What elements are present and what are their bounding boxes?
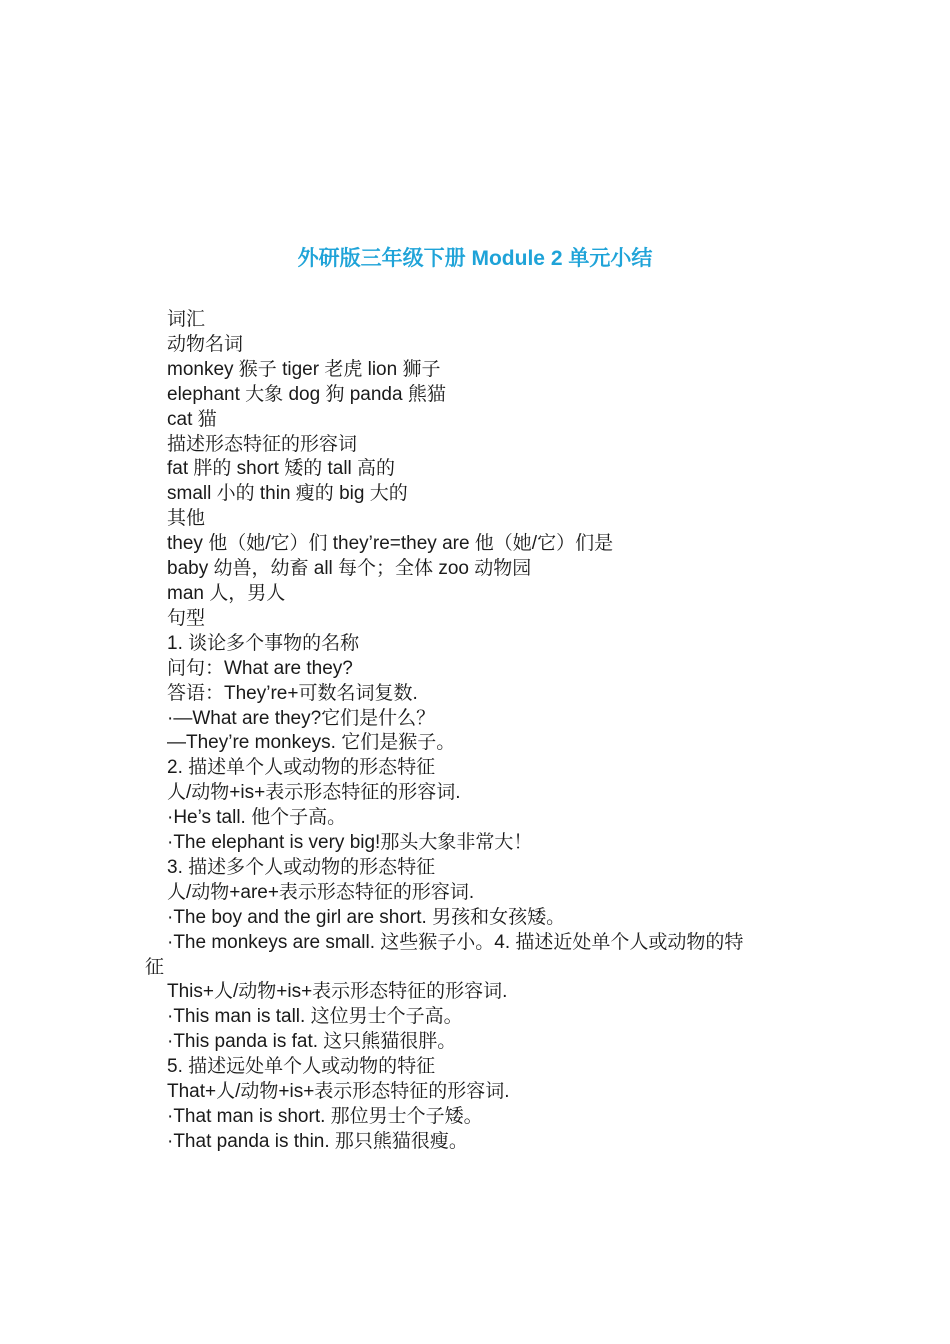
example-line: ·That panda is thin. 那只熊猫很瘦。 — [167, 1130, 468, 1152]
example-line: ·The boy and the girl are short. 男孩和女孩矮。 — [167, 906, 566, 928]
vocab-line: fat 胖的 short 矮的 tall 高的 — [167, 458, 396, 480]
example-line: ·This panda is fat. 这只熊猫很胖。 — [167, 1031, 457, 1053]
pattern-line: 人/动物+is+表示形态特征的形容词. — [167, 782, 461, 804]
subheading-adjectives: 描述形态特征的形容词 — [167, 433, 358, 455]
document-title: 外研版三年级下册 Module 2 单元小结 — [297, 247, 653, 270]
subheading-others: 其他 — [167, 508, 206, 530]
pattern-heading: 3. 描述多个人或动物的形态特征 — [167, 856, 436, 878]
pattern-line: 答语：They’re+可数名词复数. — [167, 682, 418, 704]
pattern-line: This+人/动物+is+表示形态特征的形容词. — [167, 981, 508, 1003]
example-line-wrapped-continuation: 征 — [145, 956, 165, 978]
subheading-animal-nouns: 动物名词 — [167, 333, 244, 355]
example-line: ·He’s tall. 他个子高。 — [167, 807, 347, 829]
pattern-heading: 1. 谈论多个事物的名称 — [167, 632, 360, 654]
example-line-wrapped: ·The monkeys are small. 这些猴子小。4. 描述近处单个人或动物的特 — [167, 931, 744, 953]
vocab-line: man 人，男人 — [167, 582, 286, 604]
pattern-line: 问句：What are they? — [167, 657, 353, 679]
example-line: ·That man is short. 那位男士个子矮。 — [167, 1106, 483, 1127]
pattern-heading: 2. 描述单个人或动物的形态特征 — [167, 757, 436, 779]
section-heading-sentence-patterns: 句型 — [167, 607, 206, 629]
vocab-line: monkey 猴子 tiger 老虎 lion 狮子 — [167, 358, 441, 380]
vocab-line: they 他（她/它）们 they’re=they are 他（她/它）们是 — [167, 533, 614, 555]
pattern-heading: 5. 描述远处单个人或动物的特征 — [167, 1056, 436, 1078]
example-line: ·This man is tall. 这位男士个子高。 — [167, 1006, 463, 1028]
vocab-line: small 小的 thin 瘦的 big 大的 — [167, 483, 408, 505]
document-body — [145, 308, 825, 1155]
example-line: ·The elephant is very big!那头大象非常大！ — [167, 832, 533, 854]
vocab-line: cat 猫 — [167, 408, 217, 430]
vocab-line: elephant 大象 dog 狗 panda 熊猫 — [167, 383, 446, 405]
example-line: —They’re monkeys. 它们是猴子。 — [167, 732, 456, 754]
pattern-line: 人/动物+are+表示形态特征的形容词. — [167, 881, 475, 903]
pattern-line: That+人/动物+is+表示形态特征的形容词. — [167, 1081, 510, 1103]
example-line: ·—What are they?它们是什么？ — [167, 707, 436, 729]
section-heading-vocabulary: 词汇 — [167, 309, 206, 330]
vocab-line: baby 幼兽，幼畜 all 每个；全体 zoo 动物园 — [167, 558, 532, 580]
